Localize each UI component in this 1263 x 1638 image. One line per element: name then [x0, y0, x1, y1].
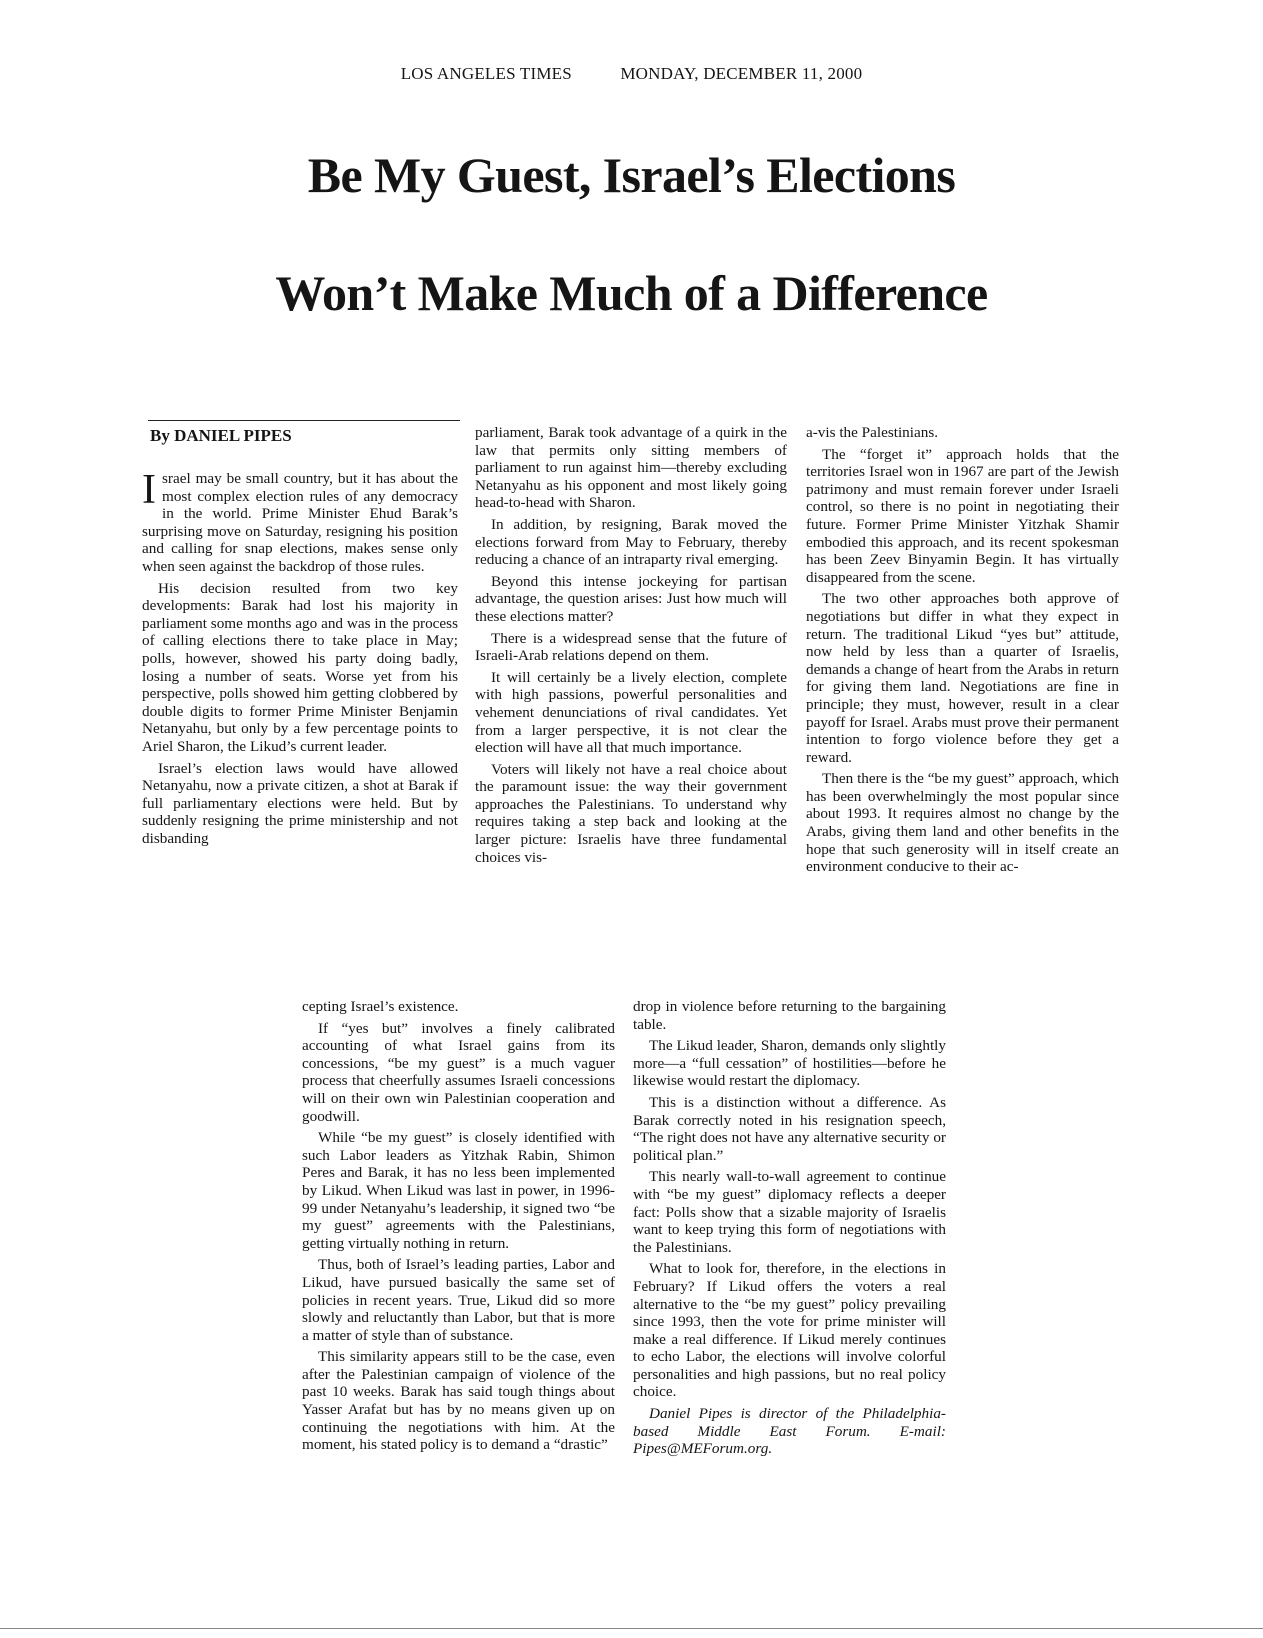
paragraph: If “yes but” involves a finely calibrated accounting of what Israel gains from its concessions, “be my guest” is a much vaguer process that cheerfully assumes Israeli concessions will on their own win Palestinian cooperation and goodwill.	[302, 1019, 615, 1125]
paragraph: This nearly wall-to-wall agreement to continue with “be my guest” diplomacy reflects a deeper fact: Polls show that a sizable majority of Israelis want to keep trying this form of negotiations with the Palestinians.	[633, 1168, 946, 1256]
paragraph: This similarity appears still to be the case, even after the Palestinian campaign of violence of the past 10 weeks. Barak has said tough things about Yasser Arafat but has by no means given up on continuing the negotiations with him. At the moment, his stated policy is to demand a “drastic”	[302, 1348, 615, 1454]
paragraph: Beyond this intense jockeying for partisan advantage, the question arises: Just how much will these elections matter?	[475, 572, 787, 625]
paragraph-text: srael may be small country, but it has about the most complex election rules of any democracy in the world. Prime Minister Ehud Barak’s surprising move on Saturday, resigning his position and calling for snap elections, makes sense only when seen against the backdrop of those rules.	[142, 470, 458, 575]
byline-rule	[148, 420, 460, 421]
drop-cap: I	[142, 467, 156, 513]
article-column-1	[142, 467, 458, 851]
headline-line-1: Be My Guest, Israel’s Elections	[307, 147, 956, 203]
paragraph: His decision resulted from two key developments: Barak had lost his majority in parliament some months ago and was in the process of calling elections there to take place in May; polls, however, showed his party doing badly, losing a number of seats. Worse yet from his perspective, polls showed him getting clobbered by double digits to former Prime Minister Benjamin Netanyahu, but only by a few percentage points to Ariel Sharon, the Likud’s current leader.	[142, 579, 458, 755]
paragraph: Voters will likely not have a real choice about the paramount issue: the way their government approaches the Palestinians. To understand why requires taking a step back and looking at the larger picture: Israelis have three fundamental choices vis-	[475, 760, 787, 866]
paragraph: The Likud leader, Sharon, demands only slightly more—a “full cessation” of hostilities—before he likewise would restart the diplomacy.	[633, 1037, 946, 1090]
paragraph: In addition, by resigning, Barak moved the elections forward from May to February, thereby reducing a chance of an intraparty rival emerging.	[475, 515, 787, 569]
paragraph: a-vis the Palestinians.	[806, 424, 939, 441]
paragraph: cepting Israel’s existence.	[302, 998, 459, 1015]
paragraph: Israel’s election laws would have allowed Netanyahu, now a private citizen, a shot at Barak if full parliamentary elections were held. But by suddenly resigning the prime ministership and not disbanding	[142, 759, 458, 847]
paragraph: There is a widespread sense that the future of Israeli-Arab relations depend on them.	[475, 629, 787, 665]
paragraph: It will certainly be a lively election, complete with high passions, powerful personalities and vehement denunciations of rival candidates. Yet from a larger perspective, it is not clear the election will have all that much importance.	[475, 668, 787, 757]
paragraph: This is a distinction without a difference. As Barak correctly noted in his resignation speech, “The right does not have any alternative security or political plan.”	[633, 1093, 946, 1164]
article-column-4	[302, 998, 615, 1458]
publication-date: MONDAY, DECEMBER 11, 2000	[620, 64, 863, 83]
byline: By DANIEL PIPES	[150, 426, 292, 445]
paragraph: Then there is the “be my guest” approach, which has been overwhelmingly the most popular since about 1993. It requires almost no change by the Arabs, giving them land and other benefits in the hope that such generosity will in itself create an environment conducive to their ac-	[806, 770, 1119, 876]
paragraph: The “forget it” approach holds that the territories Israel won in 1967 are part of the Jewish patrimony and must remain forever under Israeli control, so there is no point in negotiating their future. Former Prime Minister Yitzhak Shamir embodied this approach, and its recent spokesman has been Zeev Binyamin Begin. It has virtually disappeared from the scene.	[806, 445, 1119, 586]
paragraph: drop in violence before returning to the bargaining table.	[633, 998, 946, 1033]
page-bottom-rule	[0, 1628, 1263, 1629]
paragraph: While “be my guest” is closely identified with such Labor leaders as Yitzhak Rabin, Shimon Peres and Barak, it has no less been implemented by Likud. When Likud was last in power, in 1996-99 under Netanyahu’s leadership, it signed two “be my guest” agreements with the Palestinians, getting virtually nothing in return.	[302, 1129, 615, 1252]
paragraph: The two other approaches both approve of negotiations but differ in what they expect in return. The traditional Likud “yes but” attitude, now held by less than a quarter of Israelis, demands a change of heart from the Arabs in return for giving them land. Negotiations are fine in principle; they must, however, result in a clear payoff for Israel. Arabs must prove their permanent intention to forgo violence before they get a reward.	[806, 590, 1119, 766]
article-column-2	[475, 424, 787, 870]
headline-line-2: Won’t Make Much of a Difference	[275, 265, 988, 321]
article-column-3	[806, 424, 1119, 880]
paragraph: What to look for, therefore, in the elections in February? If Likud offers the voters a real alternative to the “be my guest” policy prevailing since 1993, then the vote for prime minister will make a real difference. If Likud merely continues to echo Labor, the elections will involve colorful personalities and high passions, but no real policy choice.	[633, 1260, 946, 1401]
masthead	[0, 64, 1263, 84]
paragraph: Thus, both of Israel’s leading parties, Labor and Likud, have pursued basically the same set of policies in recent years. True, Likud did so more slowly and reluctantly than Labor, but that is more a matter of style than of substance.	[302, 1256, 615, 1344]
paragraph	[142, 467, 458, 576]
newspaper-name: LOS ANGELES TIMES	[400, 64, 572, 83]
article-column-5	[633, 998, 946, 1462]
paragraph: parliament, Barak took advantage of a quirk in the law that permits only sitting members of parliament to run against him—thereby excluding Netanyahu as his opponent and most likely going head-to-head with Sharon.	[475, 424, 787, 512]
author-tagline: Daniel Pipes is director of the Philadelphia-based Middle East Forum. E-mail: Pipes@MEForum.org.	[633, 1405, 946, 1458]
